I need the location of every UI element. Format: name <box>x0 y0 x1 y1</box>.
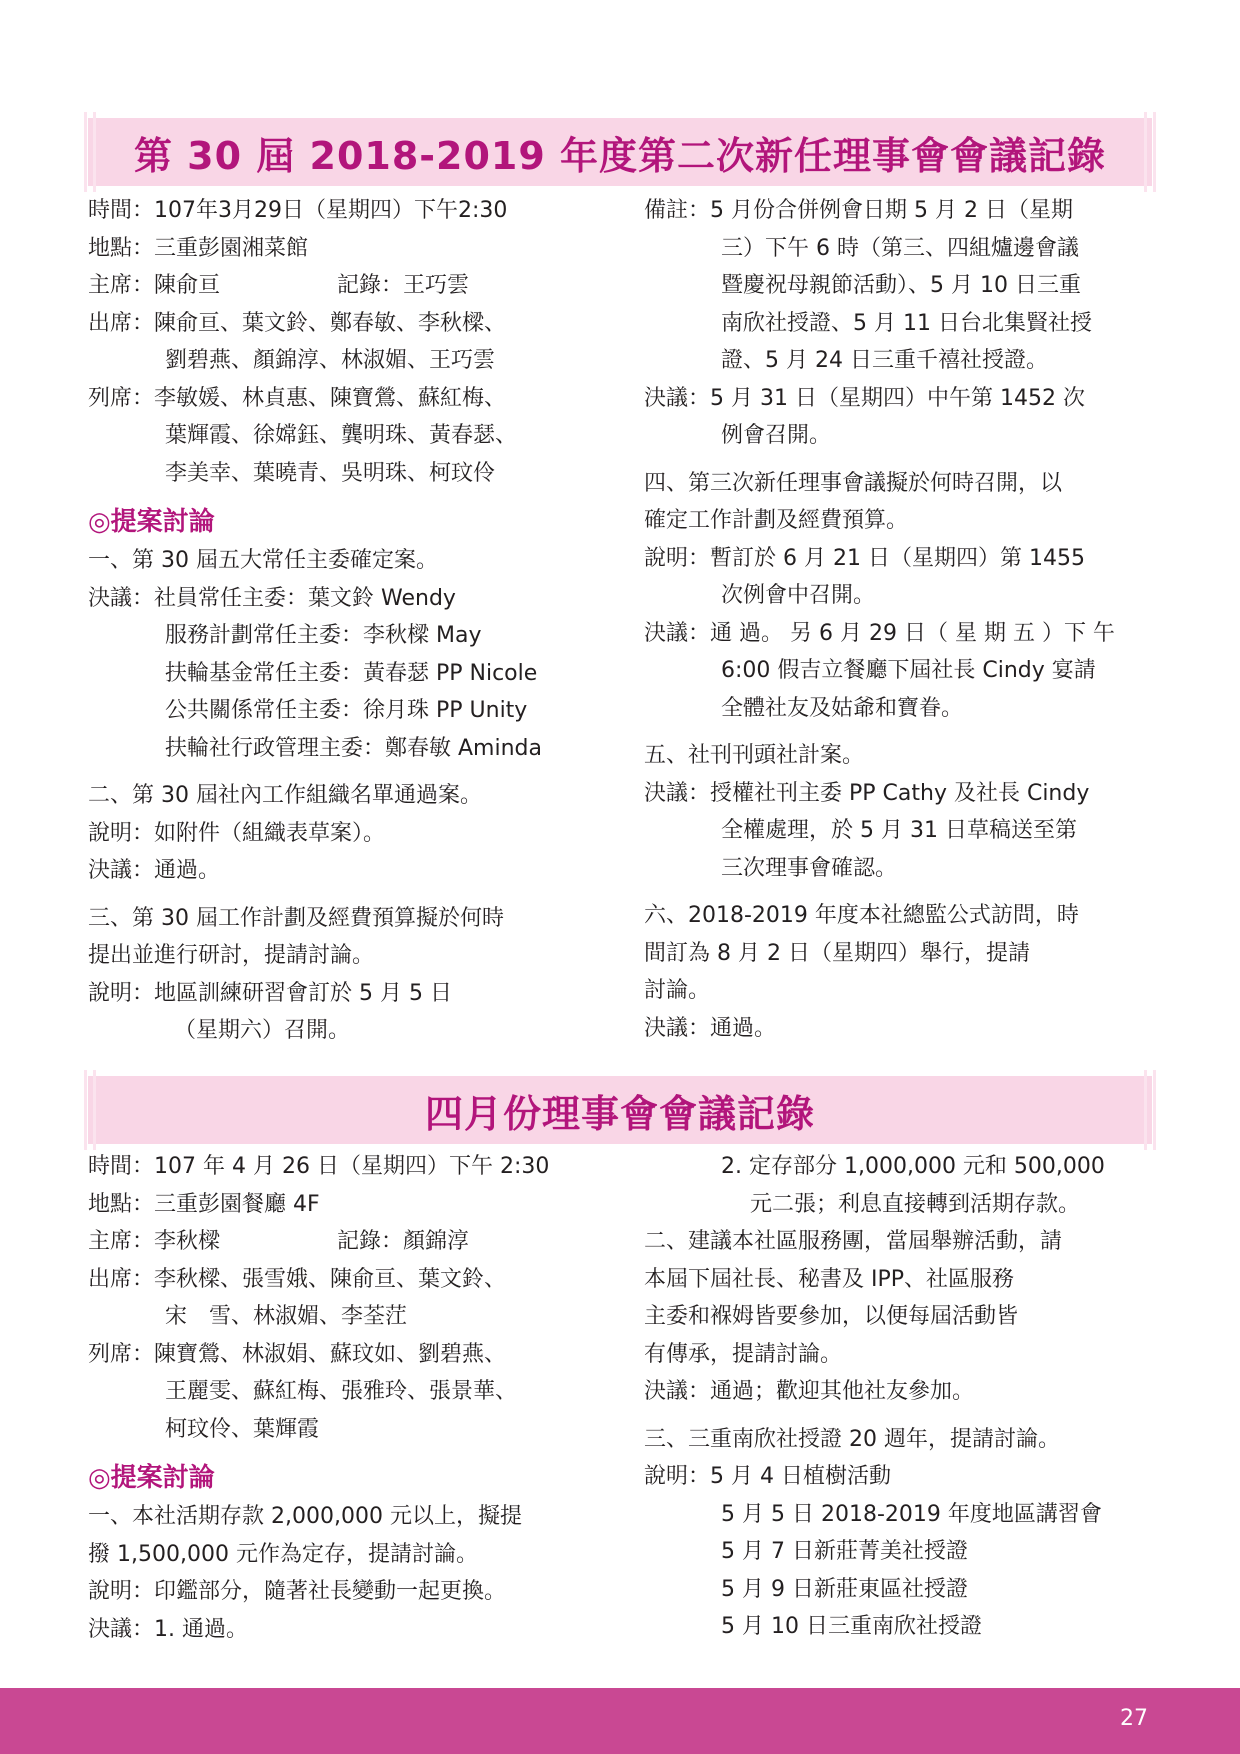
recorder-value: 顏錦淳 <box>403 1229 470 1254</box>
meeting-place <box>88 230 608 268</box>
proposal-item: 一、本社活期存款 2,000,000 元以上，擬提 <box>88 1504 522 1529</box>
resolution-label: 決議： <box>644 1379 711 1404</box>
attend-line: 陳俞亘、葉文鈴、鄭春敏、李秋樑、 <box>154 310 507 336</box>
remark-line: 三）下午 6 時（第三、四組爐邊會議 <box>721 235 1079 261</box>
resolution-line: 通過。 <box>154 858 221 883</box>
section2-title <box>88 1076 1152 1144</box>
attend-line: 李秋樑、張雪娥、陳俞亘、葉文鈴、 <box>154 1266 507 1292</box>
resolution-line: 5 月 31 日（星期四）中午第 1452 次 <box>710 385 1085 411</box>
resolution <box>644 380 1154 418</box>
note-line: 5 月 10 日三重南欣社授證 <box>721 1614 982 1639</box>
observer-label: 列席： <box>88 1341 155 1367</box>
note-line: 地區訓練研習會訂於 5 月 5 日 <box>154 980 452 1006</box>
proposal-item: 五、社刊刊頭社計案。 <box>644 743 865 768</box>
resolution <box>644 1373 1154 1411</box>
chair-value: 李秋樑 <box>154 1229 221 1254</box>
chair-value: 陳俞亘 <box>154 273 221 298</box>
recorder-label: 記錄： <box>337 273 404 298</box>
note-label: 說明： <box>88 980 155 1006</box>
note-label: 說明： <box>88 820 155 846</box>
proposal-item: 二、建議本社區服務團，當屆舉辦活動，請 <box>644 1229 1063 1254</box>
note-label: 說明： <box>88 1579 155 1604</box>
section1-title <box>88 118 1152 186</box>
proposal-item: 討論。 <box>644 978 711 1003</box>
meeting-place <box>88 1186 608 1224</box>
resolution-line: 扶輪社行政管理主委：鄭春敏 Aminda <box>165 735 542 761</box>
resolution-line: 全權處理，於 5 月 31 日草稿送至第 <box>721 818 1077 843</box>
meeting-time <box>88 1148 608 1186</box>
proposal-item: 撥 1,500,000 元作為定存，提請討論。 <box>88 1541 478 1567</box>
resolution-line: 授權社刊主委 PP Cathy 及社長 Cindy <box>710 780 1090 806</box>
remark-label: 備註： <box>644 198 711 223</box>
resolution-line: 社員常任主委：葉文鈴 Wendy <box>154 585 456 611</box>
time-label: 時間： <box>88 198 155 223</box>
resolution <box>88 580 608 618</box>
footer-bar <box>0 1688 1240 1754</box>
note-line: 5 月 4 日植樹活動 <box>710 1464 891 1489</box>
note <box>88 975 608 1013</box>
resolution <box>88 852 608 890</box>
note <box>88 1573 608 1611</box>
chair-label: 主席： <box>88 1229 155 1254</box>
remark-line: 南欣社授證、5 月 11 日台北集賢社授 <box>721 310 1092 336</box>
proposal-item: 本屆下屆社長、秘書及 IPP、社區服務 <box>644 1266 1015 1292</box>
observers <box>88 1336 608 1374</box>
chair-label: 主席： <box>88 273 155 298</box>
recorder-label: 記錄： <box>337 1229 404 1254</box>
resolution-label: 決議： <box>644 385 711 411</box>
remark <box>644 192 1154 230</box>
section2-left-column <box>88 1148 608 1648</box>
time-value: 107年3月29日（星期四）下午2:30 <box>154 198 508 223</box>
note-line: 暫訂於 6 月 21 日（星期四）第 1455 <box>710 545 1085 571</box>
attend-line: 劉碧燕、顏錦淳、林淑媚、王巧雲 <box>165 348 496 373</box>
resolution <box>644 775 1154 813</box>
resolution-line: 扶輪基金常任主委：黃春瑟 PP Nicole <box>165 660 538 686</box>
page-number: 27 <box>1120 1706 1148 1731</box>
observers <box>88 380 608 418</box>
resolution <box>644 615 1154 653</box>
observer-label: 列席： <box>88 385 155 411</box>
observer-line: 李敏媛、林貞惠、陳寶鶯、蘇紅梅、 <box>154 385 507 411</box>
section2-title-text: 四月份理事會會議記錄 <box>424 1091 815 1136</box>
remark-line: 暨慶祝母親節活動）、5 月 10 日三重 <box>721 273 1081 298</box>
resolution-line: 全體社友及姑爺和寶眷。 <box>721 695 964 721</box>
proposal-item: 確定工作計劃及經費預算。 <box>644 508 909 533</box>
proposal-item: 一、第 30 屆五大常任主委確定案。 <box>88 548 438 573</box>
place-label: 地點： <box>88 1191 155 1217</box>
attendees <box>88 305 608 343</box>
proposal-item: 二、第 30 屆社內工作組織名單通過案。 <box>88 783 482 808</box>
note-line: 次例會中召開。 <box>721 583 876 608</box>
resolution-label: 決議： <box>644 620 711 646</box>
observer-line: 柯玟伶、葉輝霞 <box>165 1416 320 1442</box>
resolution-line: 例會召開。 <box>721 423 832 448</box>
resolution-line: 通過；歡迎其他社友參加。 <box>710 1379 975 1404</box>
proposal-item: 六、2018-2019 年度本社總監公式訪問，時 <box>644 903 1079 928</box>
resolution-label: 決議： <box>644 1015 711 1041</box>
meeting-chair <box>88 267 608 305</box>
note <box>88 815 608 853</box>
resolution-label: 決議： <box>88 1616 155 1642</box>
note-line: （星期六）召開。 <box>174 1018 351 1043</box>
section1-title-text: 第 30 屆 2018-2019 年度第二次新任理事會會議記錄 <box>133 133 1107 178</box>
resolution-label: 決議： <box>88 585 155 611</box>
observer-line: 葉輝霞、徐嫦鈺、龔明珠、黃春瑟、 <box>165 423 518 448</box>
note-label: 說明： <box>644 545 711 571</box>
resolution-line: 三次理事會確認。 <box>721 855 898 881</box>
note-label: 說明： <box>644 1464 711 1489</box>
place-label: 地點： <box>88 235 155 261</box>
proposal-item: 間訂為 8 月 2 日（星期四）舉行，提請 <box>644 940 1030 966</box>
note-line: 5 月 5 日 2018-2019 年度地區講習會 <box>721 1501 1102 1527</box>
time-label: 時間： <box>88 1154 155 1179</box>
proposal-item: 三、第 30 屆工作計劃及經費預算擬於何時 <box>88 905 504 931</box>
resolution-line: 元二張；利息直接轉到活期存款。 <box>750 1191 1081 1217</box>
note-line: 5 月 9 日新莊東區社授證 <box>721 1576 968 1602</box>
remark-line: 證、5 月 24 日三重千禧社授證。 <box>721 348 1048 373</box>
section1-right-column <box>644 192 1154 1047</box>
resolution-line: 1. 通過。 <box>154 1616 248 1642</box>
place-value: 三重彭園湘菜館 <box>154 235 309 261</box>
note-line: 5 月 7 日新莊菁美社授證 <box>721 1539 968 1564</box>
resolution-line: 2. 定存部分 1,000,000 元和 500,000 <box>721 1154 1105 1179</box>
meeting-chair <box>88 1223 608 1261</box>
discussion-heading: ◎提案討論 <box>88 1463 215 1493</box>
proposal-item: 三、三重南欣社授證 20 週年，提請討論。 <box>644 1426 1060 1452</box>
resolution-line: 服務計劃常任主委：李秋樑 May <box>165 623 482 648</box>
recorder-value: 王巧雲 <box>403 273 470 298</box>
section1-left-column <box>88 192 608 1050</box>
observer-line: 王麗雯、蘇紅梅、張雅玲、張景華、 <box>165 1379 518 1404</box>
resolution <box>644 1010 1154 1048</box>
proposal-item: 提出並進行研討，提請討論。 <box>88 943 375 968</box>
discussion-heading: ◎提案討論 <box>88 507 215 537</box>
proposal-item: 主委和褓姆皆要參加，以便每屆活動皆 <box>644 1304 1019 1329</box>
resolution-line: 通 過。 另 6 月 29 日（ 星 期 五 ）下 午 <box>710 620 1115 646</box>
resolution-line: 6:00 假吉立餐廳下屆社長 Cindy 宴請 <box>721 658 1096 683</box>
remark-line: 5 月份合併例會日期 5 月 2 日（星期 <box>710 198 1073 223</box>
attend-label: 出席： <box>88 1266 155 1292</box>
attend-label: 出席： <box>88 310 155 336</box>
time-value: 107 年 4 月 26 日（星期四）下午 2:30 <box>154 1154 550 1179</box>
resolution-line: 通過。 <box>710 1015 777 1041</box>
attend-line: 宋 雪、林淑媚、李荃茳 <box>165 1304 408 1329</box>
attendees <box>88 1261 608 1299</box>
note <box>644 1458 1154 1496</box>
observer-line: 陳寶鶯、林淑娟、蘇玟如、劉碧燕、 <box>154 1341 507 1367</box>
resolution-label: 決議： <box>88 858 155 883</box>
observer-line: 李美幸、葉曉青、吳明珠、柯玟伶 <box>165 460 496 486</box>
note <box>644 540 1154 578</box>
resolution <box>88 1611 608 1649</box>
section2-right-column <box>644 1148 1154 1646</box>
proposal-item: 有傳承，提請討論。 <box>644 1341 843 1367</box>
resolution-label: 決議： <box>644 780 711 806</box>
proposal-item: 四、第三次新任理事會議擬於何時召開，以 <box>644 470 1063 496</box>
place-value: 三重彭園餐廳 4F <box>154 1191 320 1217</box>
note-line: 如附件（組織表草案）。 <box>154 820 386 846</box>
meeting-time <box>88 192 608 230</box>
resolution-line: 公共關係常任主委：徐月珠 PP Unity <box>165 698 528 723</box>
note-line: 印鑑部分，隨著社長變動一起更換。 <box>154 1579 507 1604</box>
